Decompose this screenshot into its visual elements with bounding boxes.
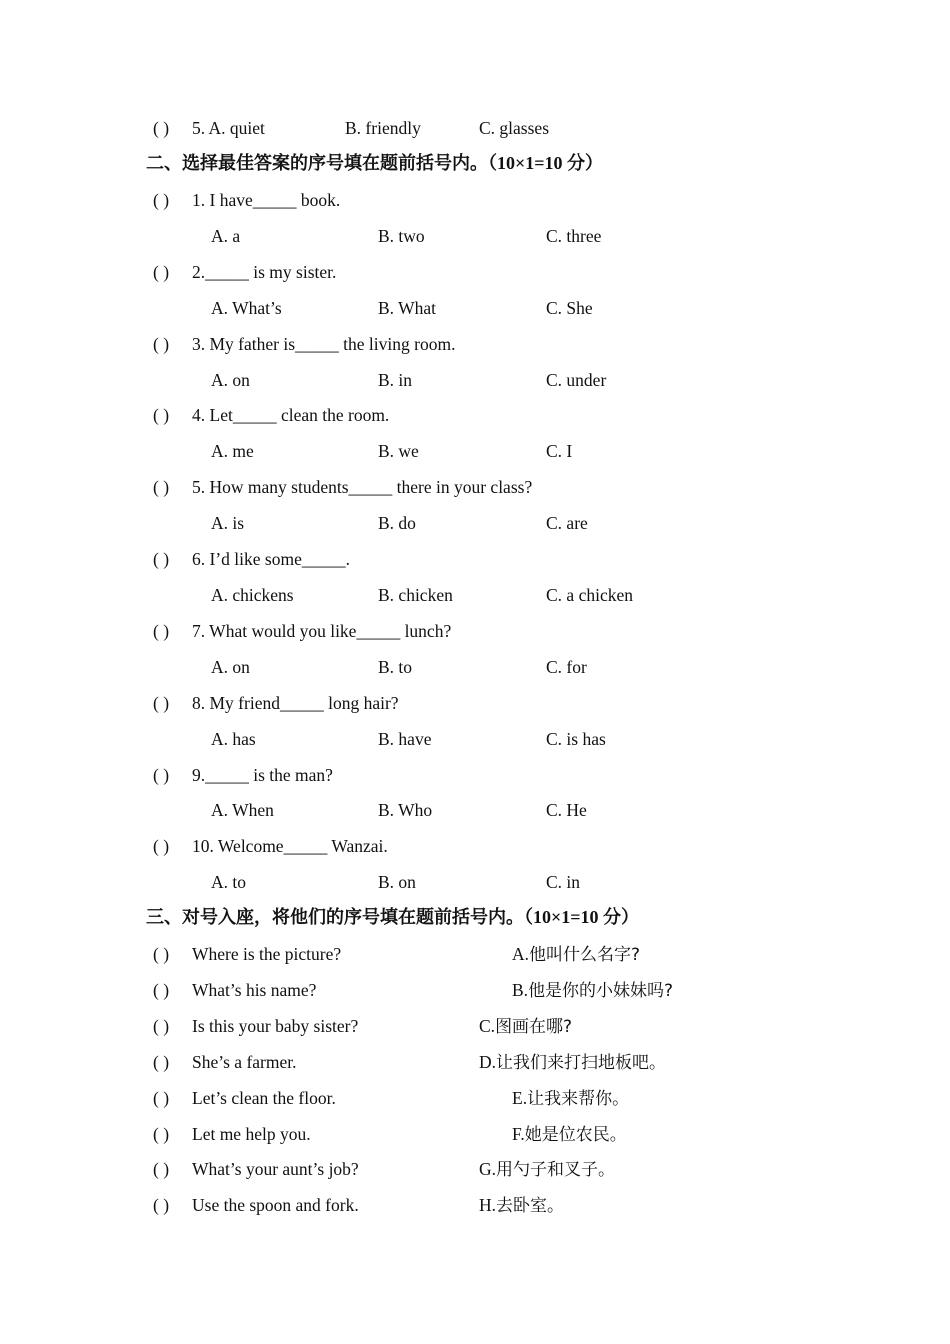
answer-parentheses[interactable]: ( ) — [153, 1159, 170, 1179]
match-english: She’s a farmer. — [192, 1052, 297, 1072]
match-letter: D. — [479, 1052, 497, 1072]
option-a: A. What’s — [211, 298, 282, 318]
question-text: 5. A. quiet — [192, 118, 265, 138]
match-letter: F. — [512, 1124, 525, 1144]
answer-parentheses[interactable]: ( ) — [153, 190, 170, 210]
match-chinese — [512, 1087, 629, 1110]
match-chinese — [512, 943, 640, 966]
option-b: B. have — [378, 729, 432, 749]
match-letter: B. — [512, 980, 529, 1000]
section3-heading — [146, 905, 639, 929]
option-b: B. on — [378, 872, 416, 892]
match-chinese — [479, 1051, 666, 1074]
match-english: Let’s clean the floor. — [192, 1088, 336, 1108]
match-chinese-text: 他是你的小妹妹吗? — [528, 981, 674, 1001]
answer-parentheses[interactable]: ( ) — [153, 1195, 170, 1215]
option-b: B. Who — [378, 800, 433, 820]
option-a: A. a — [211, 226, 241, 246]
option-c: C. for — [546, 657, 587, 677]
option-b: B. do — [378, 513, 416, 533]
option-c: C. a chicken — [546, 585, 633, 605]
option-a: A. is — [211, 513, 245, 533]
answer-parentheses[interactable]: ( ) — [153, 836, 170, 856]
option-a: A. on — [211, 370, 250, 390]
question-text: 6. I’d like some_____. — [192, 549, 350, 569]
match-english: Where is the picture? — [192, 944, 342, 964]
option-b: B. What — [378, 298, 437, 318]
option-a: A. When — [211, 800, 274, 820]
option-a: A. to — [211, 872, 246, 892]
option-a: A. chickens — [211, 585, 294, 605]
match-letter: H. — [479, 1195, 497, 1215]
option-b: B. two — [378, 226, 425, 246]
match-english: What’s his name? — [192, 980, 317, 1000]
match-chinese-text: 用勺子和叉子。 — [496, 1160, 616, 1180]
match-letter: G. — [479, 1159, 497, 1179]
question-text: 4. Let_____ clean the room. — [192, 405, 390, 425]
answer-parentheses[interactable]: ( ) — [153, 621, 170, 641]
option-c: C. He — [546, 800, 587, 820]
match-english: Let me help you. — [192, 1124, 311, 1144]
answer-parentheses[interactable]: ( ) — [153, 765, 170, 785]
option-c: C. three — [546, 226, 602, 246]
question-text: 5. How many students_____ there in your class? — [192, 477, 533, 497]
section2-heading — [146, 151, 603, 175]
option-c: C. is has — [546, 729, 606, 749]
option-b: B. chicken — [378, 585, 453, 605]
option-b: B. we — [378, 441, 419, 461]
match-chinese-text: 让我来帮你。 — [527, 1089, 630, 1109]
option-c: C. She — [546, 298, 593, 318]
match-letter: C. — [479, 1016, 496, 1036]
question-text: 1. I have_____ book. — [192, 190, 341, 210]
match-english: Is this your baby sister? — [192, 1016, 359, 1036]
option-a: A. on — [211, 657, 250, 677]
match-chinese-text: 图画在哪? — [495, 1017, 573, 1037]
match-chinese-text: 去卧室。 — [496, 1196, 565, 1216]
question-text: 2._____ is my sister. — [192, 262, 337, 282]
match-chinese — [479, 1015, 572, 1038]
question-text: 8. My friend_____ long hair? — [192, 693, 399, 713]
option-c: C. glasses — [479, 118, 549, 138]
option-a: A. me — [211, 441, 254, 461]
match-chinese — [512, 979, 673, 1002]
option-c: C. are — [546, 513, 588, 533]
match-chinese-text: 他叫什么名字? — [529, 945, 641, 965]
option-a: A. has — [211, 729, 256, 749]
option-b: B. friendly — [345, 118, 421, 138]
answer-parentheses[interactable]: ( ) — [153, 980, 170, 1000]
option-c: C. under — [546, 370, 607, 390]
answer-parentheses[interactable]: ( ) — [153, 1088, 170, 1108]
answer-parentheses[interactable]: ( ) — [153, 944, 170, 964]
match-english: Use the spoon and fork. — [192, 1195, 359, 1215]
answer-parentheses[interactable]: ( ) — [153, 693, 170, 713]
answer-parentheses[interactable]: ( ) — [153, 1016, 170, 1036]
option-b: B. to — [378, 657, 413, 677]
section2-title: 二、选择最佳答案的序号填在题前括号内。 — [146, 153, 488, 174]
section3-title: 三、对号入座，将他们的序号填在题前括号内。 — [146, 907, 524, 928]
section2-score: （10×1=10 分） — [488, 153, 604, 173]
answer-parentheses[interactable]: ( ) — [153, 1052, 170, 1072]
question-text: 9._____ is the man? — [192, 765, 333, 785]
answer-parentheses[interactable]: ( ) — [153, 405, 170, 425]
match-chinese — [479, 1158, 615, 1181]
question-text: 10. Welcome_____ Wanzai. — [192, 836, 388, 856]
match-chinese — [512, 1123, 627, 1146]
option-c: C. I — [546, 441, 573, 461]
match-chinese — [479, 1194, 564, 1217]
option-c: C. in — [546, 872, 581, 892]
answer-parentheses[interactable]: ( ) — [153, 1124, 170, 1144]
answer-parentheses[interactable]: ( ) — [153, 118, 170, 138]
answer-parentheses[interactable]: ( ) — [153, 262, 170, 282]
match-letter: E. — [512, 1088, 528, 1108]
answer-parentheses[interactable]: ( ) — [153, 334, 170, 354]
match-chinese-text: 她是位农民。 — [524, 1125, 627, 1145]
answer-parentheses[interactable]: ( ) — [153, 549, 170, 569]
question-text: 3. My father is_____ the living room. — [192, 334, 456, 354]
question-text: 7. What would you like_____ lunch? — [192, 621, 452, 641]
match-letter: A. — [512, 944, 530, 964]
option-b: B. in — [378, 370, 413, 390]
match-chinese-text: 让我们来打扫地板吧。 — [496, 1053, 667, 1073]
match-english: What’s your aunt’s job? — [192, 1159, 359, 1179]
answer-parentheses[interactable]: ( ) — [153, 477, 170, 497]
section3-score: （10×1=10 分） — [524, 907, 640, 927]
